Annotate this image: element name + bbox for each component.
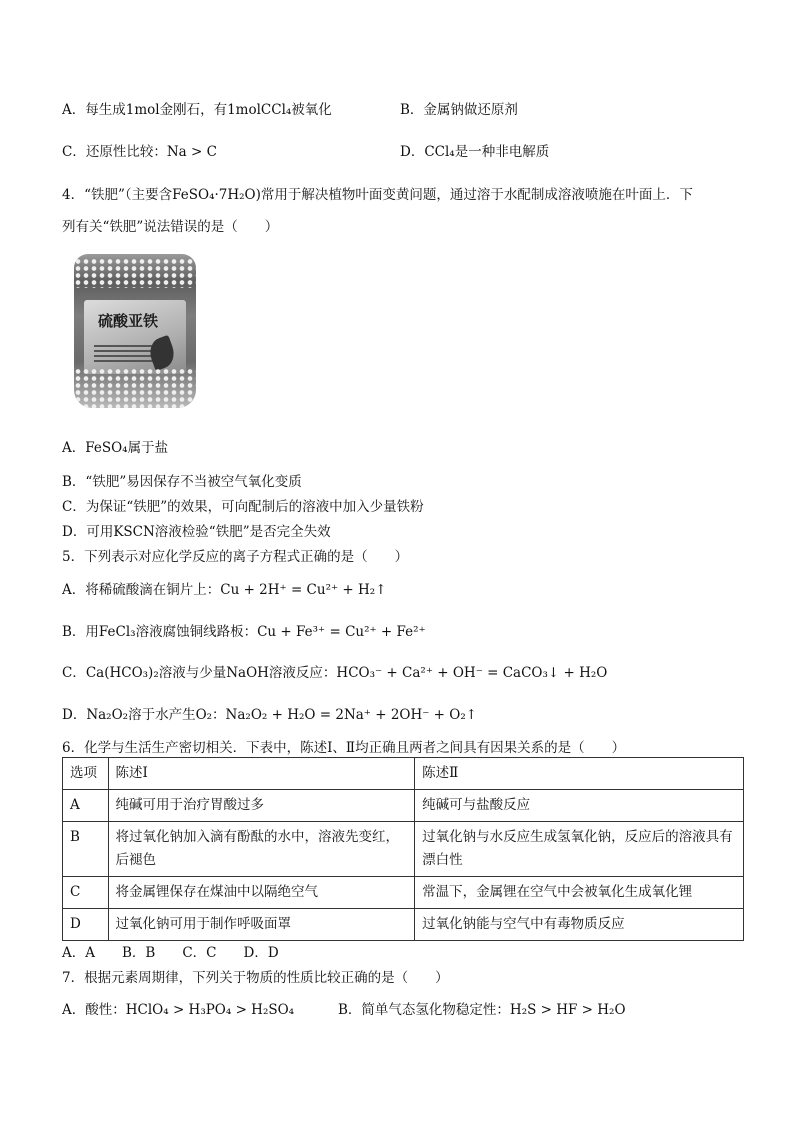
q3-option-b: B．金属钠做还原剂 [400, 102, 518, 118]
q6-answer-choices: A．A B．B C．C D．D [62, 945, 279, 961]
jar-label-title: 硫酸亚铁 [98, 312, 159, 330]
q5-option-d: D．Na₂O₂溶于水产生O₂：Na₂O₂ + H₂O = 2Na⁺ + 2OH⁻ + O₂↑ [62, 707, 478, 723]
table-row [63, 790, 744, 822]
row-b-statement-1: 将过氧化钠加入滴有酚酞的水中，溶液先变红，后褪色 [108, 822, 415, 877]
q6-stem: 6．化学与生活生产密切相关．下表中，陈述Ⅰ、Ⅱ均正确且两者之间具有因果关系的是（ ） [62, 740, 626, 756]
table-row [63, 822, 744, 877]
row-a-option: A [63, 790, 109, 822]
q5-option-c: C．Ca(HCO₃)₂溶液与少量NaOH溶液反应：HCO₃⁻ + Ca²⁺ + OH⁻ = CaCO₃↓ + H₂O [62, 665, 608, 681]
row-a-statement-2: 纯碱可与盐酸反应 [415, 790, 744, 822]
q4-stem-line1: 4．“铁肥”（主要含FeSO₄·7H₂O)常用于解决植物叶面变黄问题，通过溶于水配制成溶液喷施在叶面上．下 [62, 187, 693, 203]
q5-stem: 5．下列表示对应化学反应的离子方程式正确的是（ ） [62, 549, 409, 565]
jar-lid-granules [74, 258, 196, 288]
row-d-option: D [63, 909, 109, 941]
q4-option-d: D．可用KSCN溶液检验“铁肥”是否完全失效 [62, 524, 331, 540]
q4-option-b: B．“铁肥”易因保存不当被空气氧化变质 [62, 474, 302, 490]
q6-table [62, 757, 744, 941]
q5-option-a: A．将稀硫酸滴在铜片上：Cu + 2H⁺ = Cu²⁺ + H₂↑ [62, 582, 387, 598]
row-c-statement-1: 将金属锂保存在煤油中以隔绝空气 [108, 877, 415, 909]
header-statement-2: 陈述Ⅱ [415, 758, 744, 790]
q4-option-c: C．为保证“铁肥”的效果，可向配制后的溶液中加入少量铁粉 [62, 499, 424, 515]
table-row [63, 909, 744, 941]
q4-stem-line2: 列有关“铁肥”说法错误的是（ ） [62, 219, 279, 235]
q7-option-b: B．简单气态氢化物稳定性：H₂S > HF > H₂O [338, 1002, 626, 1018]
q5-option-b: B．用FeCl₃溶液腐蚀铜线路板：Cu + Fe³⁺ = Cu²⁺ + Fe²⁺ [62, 624, 426, 640]
table-header-row [63, 758, 744, 790]
q3-option-a: A．每生成1mol金刚石，有1molCCl₄被氧化 [62, 102, 332, 118]
header-option: 选项 [63, 758, 109, 790]
q7-option-a: A．酸性：HClO₄ > H₃PO₄ > H₂SO₄ [62, 1002, 295, 1018]
row-b-statement-2: 过氧化钠与水反应生成氢氧化钠，反应后的溶液具有漂白性 [415, 822, 744, 877]
q7-stem: 7．根据元素周期律，下列关于物质的性质比较正确的是（ ） [62, 970, 449, 986]
ferrous-sulfate-jar-photo [74, 254, 196, 408]
row-c-statement-2: 常温下，金属锂在空气中会被氧化生成氧化锂 [415, 877, 744, 909]
q3-option-c: C．还原性比较：Na > C [62, 144, 217, 160]
row-a-statement-1: 纯碱可用于治疗胃酸过多 [108, 790, 415, 822]
row-d-statement-2: 过氧化钠能与空气中有毒物质反应 [415, 909, 744, 941]
q4-option-a: A．FeSO₄属于盐 [62, 440, 169, 456]
table-row [63, 877, 744, 909]
row-c-option: C [63, 877, 109, 909]
row-b-option: B [63, 822, 109, 877]
q3-option-d: D．CCl₄是一种非电解质 [400, 144, 550, 160]
jar-bottom-granules [74, 368, 196, 408]
row-d-statement-1: 过氧化钠可用于制作呼吸面罩 [108, 909, 415, 941]
header-statement-1: 陈述Ⅰ [108, 758, 415, 790]
